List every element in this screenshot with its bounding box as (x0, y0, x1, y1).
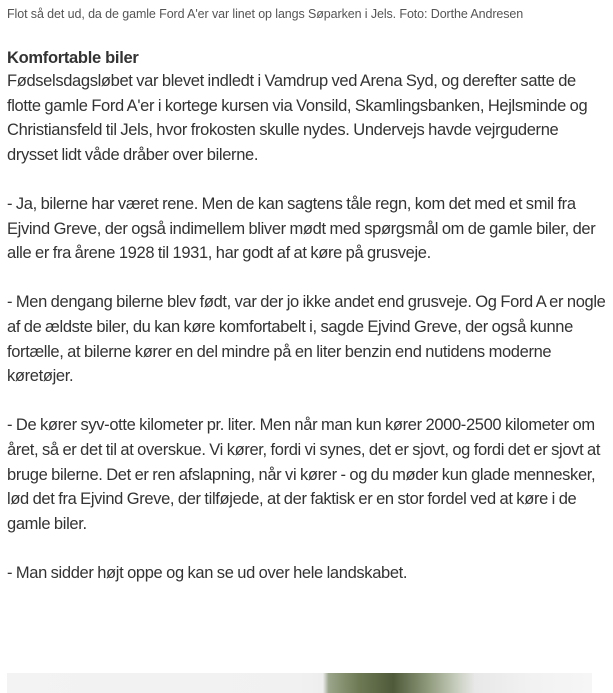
section-heading: Komfortable biler (7, 49, 139, 67)
paragraph: - Ja, bilerne har været rene. Men de kan sagtens tåle regn, kom det med et smil fra Ejvind Greve, der også indimellem bliver mødt med spørgsmål om de gamle biler, der alle er fra årene 1928 til 1931, har godt af at køre på grusveje. (7, 194, 596, 263)
paragraph: - De kører syv-otte kilometer pr. liter. Men når man kun kører 2000-2500 kilometer om året, så er det til at overskue. Vi kører, fordi vi synes, det er sjovt, og fordi det er sjovt at bruge bilerne. Det er ren afslapning, når vi kører - og du møder kun glade mennesker, lød det fra Ejvind Greve, der tilføjede, at der faktisk er en stor fordel ved at køre i de gamle biler. (7, 416, 601, 533)
article-photo (7, 673, 592, 693)
paragraph: - Men dengang bilerne blev født, var der jo ikke andet end grusveje. Og Ford A er nogle af de ældste biler, du kan køre komfortabelt i, sagde Ejvind Greve, der også kunne fortælle, at bilerne kører en del mindre på en liter benzin end nutidens moderne køretøjer. (7, 293, 606, 386)
paragraph: - Man sidder højt oppe og kan se ud over hele landskabet. (7, 563, 408, 582)
paragraph: Fødselsdagsløbet var blevet indledt i Vamdrup ved Arena Syd, og derefter satte de flotte gamle Ford A'er i kortege kursen via Vonsild, Skamlingsbanken, Hejlsminde og Christiansfeld til Jels, hvor frokosten skulle nydes. Undervejs havde vejrguderne drysset lidt våde dråber over bilerne. (7, 72, 588, 164)
article-body (7, 0, 607, 610)
photo-caption: Flot så det ud, da de gamle Ford A'er var linet op langs Søparken i Jels. Foto: Dorthe Andresen (7, 7, 524, 21)
